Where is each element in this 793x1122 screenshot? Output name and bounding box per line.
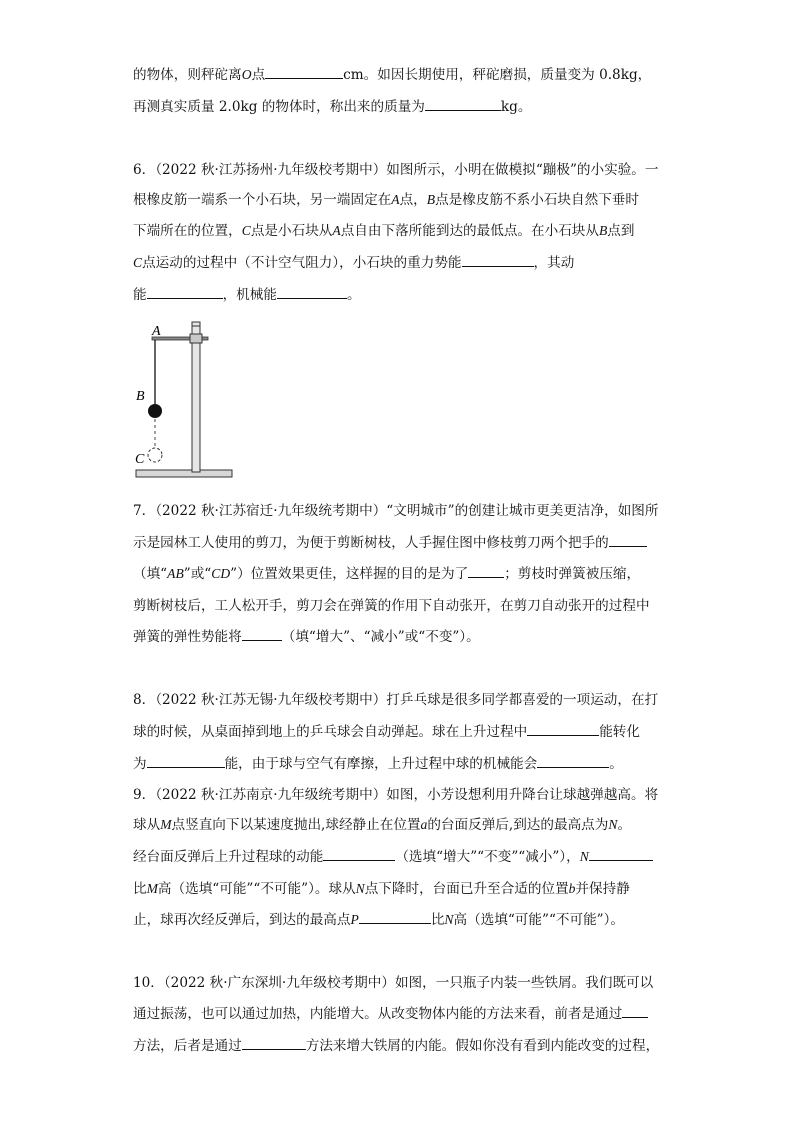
q5-line-2 <box>133 98 531 116</box>
q9-text: 9．（2022 秋·江苏南京·九年级统考期中）如图，小芳设想利用升降台让球越弹越高。将 <box>133 787 659 803</box>
q8-text: 能，由于球与空气有摩擦，上升过程中球的机械能会 <box>224 756 538 772</box>
q9-text: 高（选填“可能”“不可能”）。球从 <box>157 881 356 897</box>
bungee-figure <box>130 318 240 488</box>
answer-blank[interactable] <box>468 565 504 578</box>
q6-text: 。 <box>346 287 361 303</box>
q7-text: ；剪枝时弹簧被压缩， <box>504 566 641 582</box>
point-c: C <box>133 255 143 270</box>
answer-blank[interactable] <box>527 723 599 736</box>
stone-ball <box>148 404 162 418</box>
answer-blank[interactable] <box>323 848 395 861</box>
q6-text: 点运动的过程中（不计空气阻力），小石块的重力势能 <box>142 255 462 271</box>
handle-cd: CD <box>211 566 231 581</box>
answer-blank[interactable] <box>265 66 343 79</box>
answer-blank[interactable] <box>609 534 647 547</box>
q5-text: 再测真实质量 2.0kg 的物体时，称出来的质量为 <box>133 99 425 115</box>
q5-text: 的物体，则秤砣离 <box>133 67 242 83</box>
q9-text: 止，球再次经反弹后，到达的最高点 <box>133 912 351 928</box>
stand-base <box>136 470 232 477</box>
answer-blank[interactable] <box>425 98 501 111</box>
q6-line-4 <box>133 254 574 272</box>
q6-line-5 <box>133 286 361 304</box>
q5-line-1 <box>133 66 651 84</box>
q6-text: 下端所在的位置， <box>133 223 242 239</box>
q9-text: 。 <box>617 817 632 833</box>
answer-blank[interactable] <box>242 1037 306 1050</box>
point-n: N <box>579 849 589 864</box>
point-p: P <box>350 912 359 927</box>
answer-blank[interactable] <box>242 628 282 641</box>
q8-text: 为 <box>133 756 147 772</box>
answer-blank[interactable] <box>147 755 225 768</box>
point-n: N <box>608 817 618 832</box>
q7-text: （填“增大”、“减小”或“不变”）。 <box>281 629 480 645</box>
answer-blank[interactable] <box>277 286 347 299</box>
point-m: M <box>160 817 172 832</box>
answer-blank[interactable] <box>537 755 609 768</box>
clamp <box>190 334 202 343</box>
point-a: A <box>391 192 400 207</box>
q7-line-3 <box>133 565 640 583</box>
q7-line-4 <box>133 597 650 615</box>
q8-text: 。 <box>609 756 623 772</box>
position-b: b <box>568 881 576 896</box>
q8-text: 8．（2022 秋·江苏无锡·九年级校考期中）打乒乓球是很多同学都喜爱的一项运动，在打 <box>133 692 659 708</box>
q6-text: 点自由下落所能到达的最低点。在小石块从 <box>340 223 599 239</box>
point-b: B <box>598 223 608 238</box>
q9-text: 高（选填“可能”“不可能”）。 <box>453 912 625 928</box>
q9-text: （选填“增大”“不变”“减小”）， <box>395 849 580 865</box>
q6-text: 根橡皮筋一端系一个小石块，另一端固定在 <box>133 192 392 208</box>
q5-text: cm。如因长期使用，秤砣磨损，质量变为 0.8kg， <box>343 67 652 83</box>
q7-line-1 <box>133 502 659 520</box>
point-n: N <box>444 912 454 927</box>
q6-text: 能 <box>133 287 147 303</box>
q8-line-1 <box>133 691 658 709</box>
q10-line-2 <box>133 1005 648 1023</box>
q6-text: 点是橡皮筋不系小石块自然下垂时 <box>435 192 639 208</box>
q7-text: 剪断树枝后，工人松开手，剪刀会在弹簧的作用下自动张开，在剪刀自动张开的过程中 <box>133 598 650 614</box>
q7-text: 弹簧的弹性势能将 <box>133 629 242 645</box>
point-m: M <box>146 881 158 896</box>
q6-text: 点到 <box>607 223 635 239</box>
q10-text: 方法来增大铁屑的内能。假如你没有看到内能改变的过程， <box>305 1038 660 1054</box>
q10-text: 通过振荡，也可以通过加热，内能增大。从改变物体内能的方法来看，前者是通过 <box>133 1006 623 1022</box>
q9-line-3 <box>133 848 653 866</box>
q9-text: 点竖直向下以某速度抛出,球经静止在位置 <box>171 817 421 833</box>
q7-text: 示是园林工人使用的剪刀，为便于剪断树枝，人手握住图中修枝剪刀两个把手的 <box>133 535 609 551</box>
q10-text: 10．（2022 秋·广东深圳·九年级校考期中）如图，一只瓶子内装一些铁屑。我们既可以 <box>133 975 654 991</box>
label-c: C <box>135 452 145 467</box>
q9-line-4 <box>133 880 630 898</box>
lowest-position-circle <box>148 448 162 462</box>
q8-text: 能转化 <box>599 724 640 740</box>
q9-text: 的台面反弹后,到达的最高点为 <box>427 817 609 833</box>
q6-line-3 <box>133 222 634 240</box>
q9-line-1 <box>133 786 658 804</box>
q10-line-1 <box>133 974 653 992</box>
q6-line-2 <box>133 191 639 209</box>
point-n: N <box>355 881 365 896</box>
q6-text: ，其动 <box>533 255 575 271</box>
q8-line-3 <box>133 755 623 773</box>
q10-line-3 <box>133 1037 659 1055</box>
answer-blank[interactable] <box>147 286 223 299</box>
q9-text: 经台面反弹后上升过程球的动能 <box>133 849 324 865</box>
point-c: C <box>241 223 251 238</box>
q7-text: （填“ <box>133 566 168 582</box>
q9-text: 并保持静 <box>575 881 630 897</box>
q8-line-2 <box>133 723 640 741</box>
q9-text: 比 <box>430 912 445 928</box>
q6-line-1 <box>133 161 659 179</box>
answer-blank[interactable] <box>589 848 653 861</box>
q10-text: 方法，后者是通过 <box>133 1038 242 1054</box>
q5-text: 点 <box>251 67 266 83</box>
q9-line-2 <box>133 816 631 834</box>
answer-blank[interactable] <box>622 1005 648 1018</box>
handle-ab: AB <box>167 566 184 581</box>
label-a: A <box>152 324 161 339</box>
stand-pole <box>192 322 200 472</box>
q9-text: 球从 <box>133 817 161 833</box>
q5-text: kg。 <box>500 99 532 115</box>
label-b: B <box>136 389 145 404</box>
q7-text: ”）位置效果更佳，这样握的目的是为了 <box>230 566 469 582</box>
q7-line-2 <box>133 534 647 552</box>
q7-line-5 <box>133 628 480 646</box>
q6-text: ，机械能 <box>222 287 277 303</box>
answer-blank[interactable] <box>462 254 534 267</box>
point-b: B <box>426 192 436 207</box>
q6-text: 点， <box>399 192 427 208</box>
q9-text: 点下降时，台面已升至合适的位置 <box>364 881 569 897</box>
position-a: a <box>420 817 428 832</box>
answer-blank[interactable] <box>359 911 431 924</box>
q6-text: 点是小石块从 <box>250 223 333 239</box>
q7-text: ”或“ <box>183 566 212 582</box>
q7-text: 7．（2022 秋·江苏宿迁·九年级统考期中）“文明城市”的创建让城市更美更洁净，如图所 <box>133 503 659 519</box>
q8-text: 球的时候，从桌面掉到地上的乒乓球会自动弹起。球在上升过程中 <box>133 724 528 740</box>
q9-text: 比 <box>133 881 147 897</box>
q5-point-o: O <box>241 67 252 82</box>
q6-text: 6．（2022 秋·江苏扬州·九年级校考期中）如图所示，小明在做模拟“蹦极”的小实验。一 <box>133 162 659 178</box>
q9-line-5 <box>133 911 624 929</box>
point-a: A <box>332 223 341 238</box>
